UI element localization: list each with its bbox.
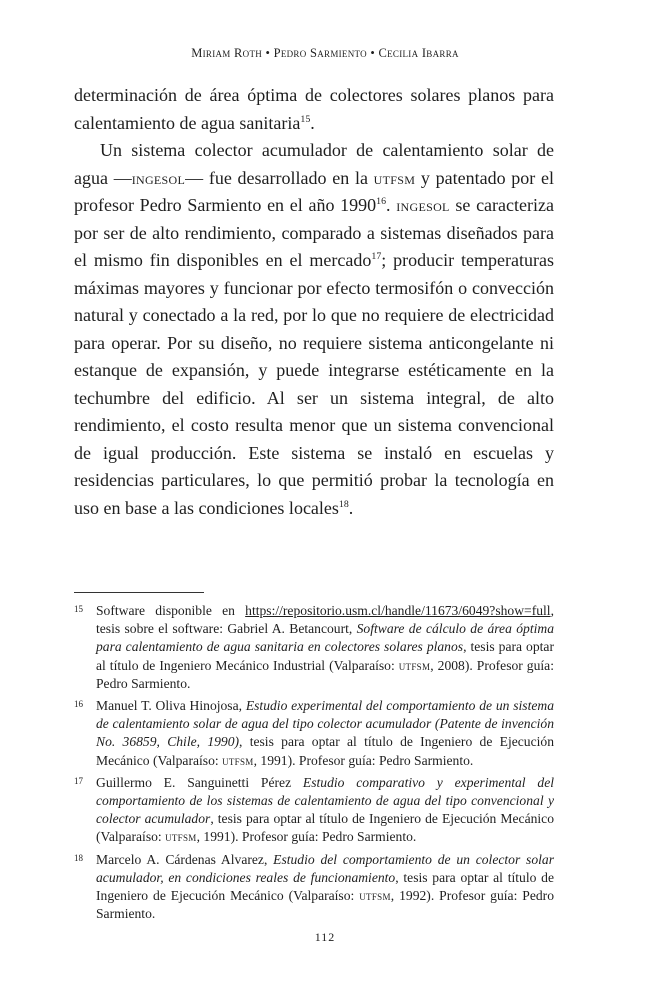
paragraph-1-end: . [310, 112, 315, 133]
footnote-ref-15: 15 [300, 113, 311, 125]
utfsm-term: utfsm [373, 168, 416, 188]
footnote-number: 15 [74, 604, 83, 614]
footnote-title: Estudio comparativo y experimental del comportamiento de los sistemas de calentamiento de agua del tipo convencional y colector acumulador [96, 774, 555, 827]
paragraph-1 [74, 82, 554, 137]
running-header: Miriam Roth • Pedro Sarmiento • Cecilia Ibarra [191, 46, 459, 60]
footnote-text: , tesis para optar al título de Ingeniero de Ejecución Mecánico (Valparaíso: [96, 869, 554, 904]
footnote-18 [74, 851, 554, 924]
ingesol-term: ingesol [131, 168, 186, 188]
paragraph-2 [74, 137, 554, 522]
footnote-number: 16 [74, 699, 83, 710]
paragraph-2-text-c: y patentado por el profesor Pedro Sarmiento en el año 1990 [74, 167, 554, 215]
footnote-text: Marcelo A. Cárdenas Alvarez, [96, 851, 274, 867]
utfsm-term: utfsm [222, 753, 254, 768]
footnote-title: Software de cálculo de área óptima para calentamiento de agua sanitaria en colectores solares planos [96, 621, 554, 655]
paragraph-2-text-a: Un sistema colector acumulador de calentamiento solar de agua — [74, 140, 554, 188]
footnote-text: Guillermo E. Sanguinetti Pérez [96, 774, 303, 790]
footnote-number: 18 [74, 852, 83, 863]
footnote-text: , 1991). Profesor guía: Pedro Sarmiento. [253, 752, 474, 768]
footnote-16 [74, 697, 554, 770]
footnote-number: 17 [74, 775, 83, 786]
paragraph-1-text: determinación de área óptima de colectores solares planos para calentamiento de agua sanitaria [74, 85, 554, 133]
footnote-title: Estudio experimental del comportamiento de un sistema de calentamiento solar de agua del tipo colector acumulador (Patente de invención No. 36859, Chile, 1990) [96, 698, 554, 750]
footnote-text: Software disponible en [96, 603, 246, 618]
footnote-divider [74, 592, 204, 593]
main-body [74, 82, 554, 522]
footnote-text: Manuel T. Oliva Hinojosa, [96, 698, 246, 714]
footnote-17 [74, 774, 554, 847]
ingesol-term: ingesol [396, 196, 450, 215]
utfsm-term: utfsm [359, 889, 391, 904]
footnote-title: Estudio del comportamiento de un colector solar acumulador, en condiciones reales de funcionamiento [96, 851, 554, 885]
footnote-ref-18: 18 [338, 498, 349, 510]
footnote-text: , 1991). Profesor guía: Pedro Sarmiento. [196, 829, 417, 845]
paragraph-2-text-d: . [386, 195, 397, 215]
footnote-text: , tesis para optar al título de Ingeniero de Ejecución Mecánico (Valparaíso: [96, 734, 554, 768]
page-number: 112 [314, 930, 336, 944]
footnote-ref-17: 17 [371, 251, 382, 262]
paragraph-2-text-f: ; producir temperaturas máximas mayores y funcionar por efecto termosifón o convección natural y conectado a la red, por lo que no requiere de electricidad para operar. Por su diseño, no requiere sistema anticongelante ni estanque de expansión, y puede integrarse estéticamente en la techumbre del edificio. Al ser un sistema integral, de alto rendimiento, el costo resulta menor que un sistema convencional de igual producción. Este sistema se instaló en escuelas y residencias particulares, lo que permitió probar la tecnología en uso en base a las condiciones locales [74, 250, 554, 518]
repository-link[interactable]: https://repositorio.usm.cl/handle/11673/6049?show=full [245, 603, 551, 618]
footnote-text: , 2008). Profesor guía: Pedro Sarmiento. [96, 657, 554, 691]
utfsm-term: utfsm [398, 658, 431, 673]
paragraph-2-end: . [348, 497, 354, 518]
footnote-ref-16: 16 [376, 196, 387, 207]
footnote-text: , tesis sobre el software: Gabriel A. Betancourt, [96, 603, 554, 637]
paragraph-2-text-b: — fue desarrollado en la [185, 167, 374, 188]
utfsm-term: utfsm [165, 830, 197, 845]
footnote-text: , tesis para optar al título de Ingeniero Mecánico Industrial (Valparaíso: [96, 639, 554, 673]
footnote-15 [74, 602, 554, 693]
footnotes [74, 602, 554, 927]
paragraph-2-text-e: se caracteriza por ser de alto rendimiento, comparado a sistemas diseñados para el mismo fin disponibles en el mercado [74, 195, 554, 270]
footnote-text: , tesis para optar al título de Ingeniero de Ejecución Mecánico (Valparaíso: [96, 811, 555, 845]
footnote-text: , 1992). Profesor guía: Pedro Sarmiento. [96, 888, 554, 922]
